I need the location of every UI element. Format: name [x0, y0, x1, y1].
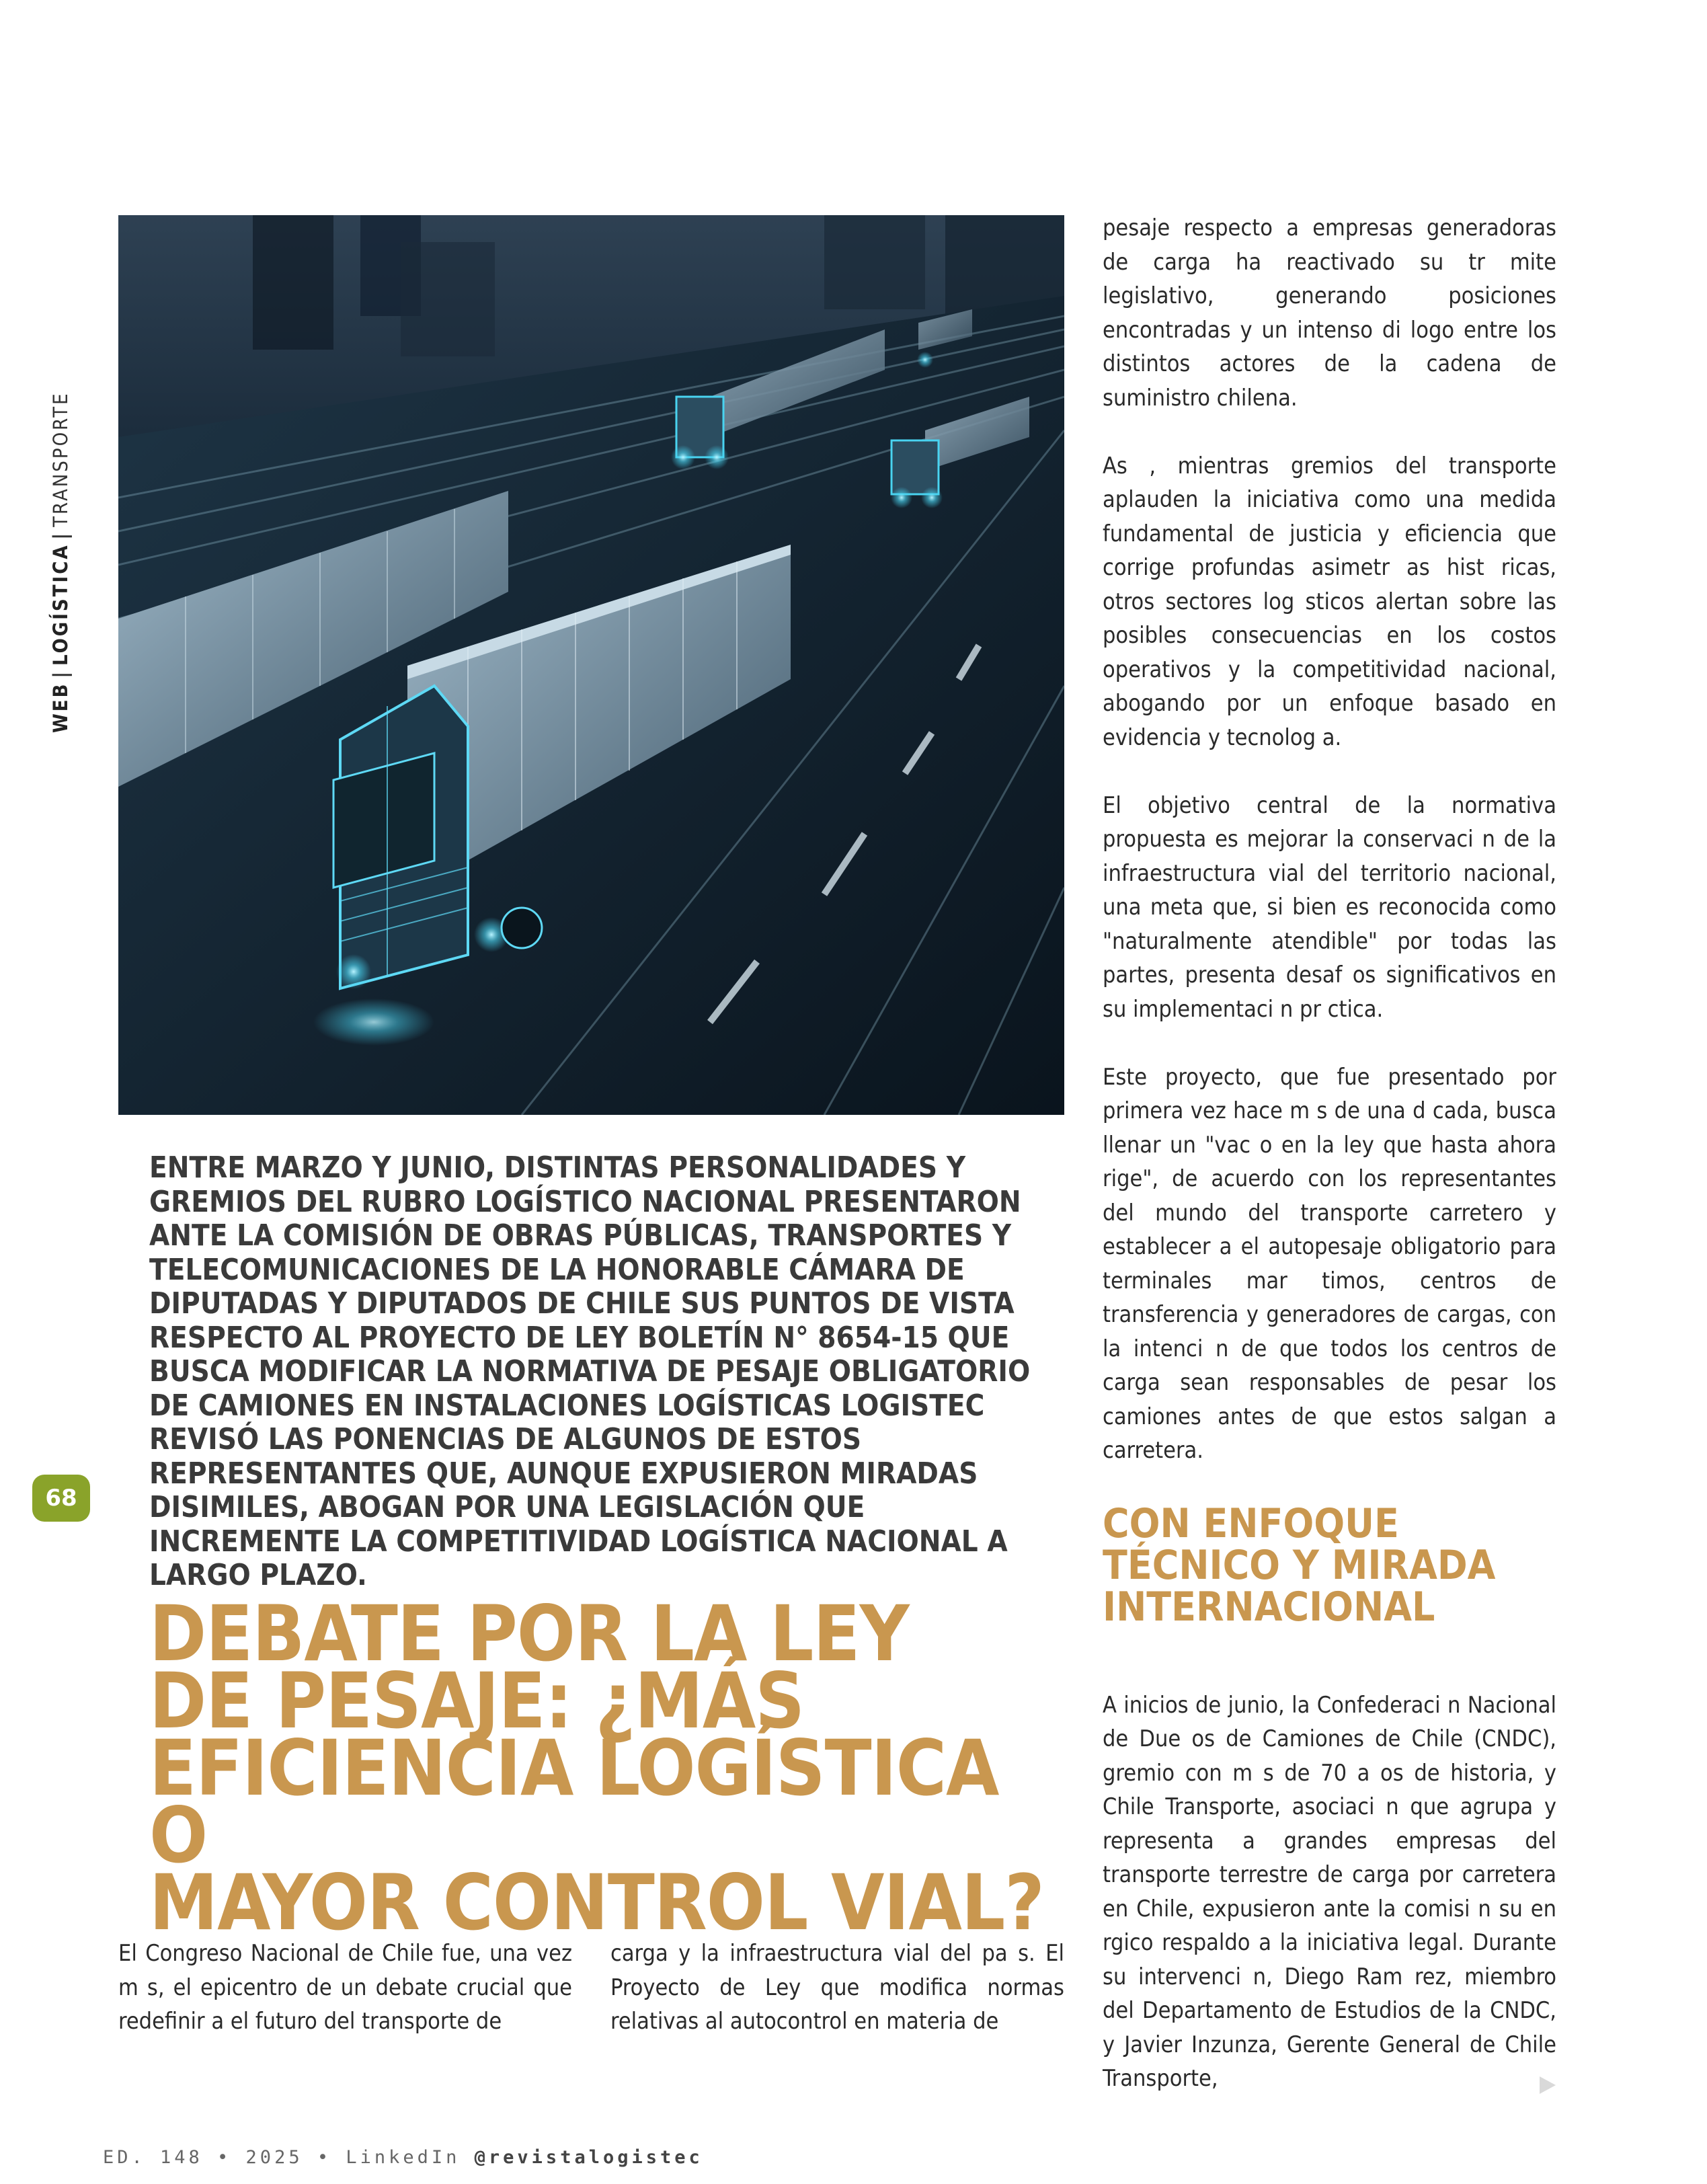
side-label-section2: TRANSPORTE [49, 391, 72, 527]
body-column-3 [1103, 211, 1556, 2096]
body-paragraph-5: A inicios de junio, la Confederaci n Nacional de Due os de Camiones de Chile (CNDC), gremio con m s de 70 a os de historia, y Chile Transporte, asociaci n que agrupa y representa a grandes empresas del transporte terrestre de carga por carretera en Chile, expusieron ante la comisi n su en rgico respaldo a la iniciativa legal. Durante su intervenci n, Diego Ram rez, miembro del Departamento de Estudios de la CNDC, y Javier Inzunza, Gerente General de Chile Transporte, [1103, 1691, 1556, 2092]
side-label-section1: LOGÍSTICA [49, 543, 72, 666]
subhead-line-3: INTERNACIONAL [1103, 1583, 1435, 1631]
section-subheading [1103, 1499, 1556, 1631]
footer-linkedin-handle[interactable]: @revistalogistec [474, 2147, 703, 2168]
page-footer [103, 2147, 703, 2168]
headline-line-4: MAYOR CONTROL VIAL? [149, 1858, 1044, 1947]
body-paragraph-4: Este proyecto, que fue presentado por primera vez hace m s de una d cada, busca llenar un "vac o en la ley que hasta ahora rige", de acuerdo con los representantes del mundo del transporte carretero y establecer a el autopesaje obligatorio para terminales mar timos, centros de transferencia y generadores de cargas, con la intenci n de que todos los centros de carga sean responsables de pesar los camiones antes de que estos salgan a carretera. [1103, 1063, 1556, 1464]
subhead-line-1: CON ENFOQUE [1103, 1499, 1399, 1547]
side-label-web: WEB [49, 682, 72, 733]
page-number-badge: 68 [32, 1475, 90, 1522]
lead-paragraph: ENTRE MARZO Y JUNIO, DISTINTAS PERSONALIDADES Y GREMIOS DEL RUBRO LOGÍSTICO NACIONAL PRESENTARON ANTE LA COMISIÓN DE OBRAS PÚBLICAS, TRANSPORTES Y TELECOMUNICACIONES DE LA HONORABLE CÁMARA DE DIPUTADAS Y DIPUTADOS DE CHILE SUS PUNTOS DE VISTA RESPECTO AL PROYECTO DE LEY BOLETÍN N° 8654-15 QUE BUSCA MODIFICAR LA NORMATIVA DE PESAJE OBLIGATORIO DE CAMIONES EN INSTALACIONES LOGÍSTICAS LOGISTEC REVISÓ LAS PONENCIAS DE ALGUNOS DE ESTOS REPRESENTANTES QUE, AUNQUE EXPUSIERON MIRADAS DISIMILES, ABOGAN POR UNA LEGISLACIÓN QUE INCREMENTE LA COMPETITIVIDAD LOGÍSTICA NACIONAL A LARGO PLAZO. [149, 1151, 1031, 1592]
headline-line-1: DEBATE POR LA LEY [149, 1589, 909, 1678]
body-paragraph-1: pesaje respecto a empresas generadoras de carga ha reactivado su tr mite legislativo, generando posiciones encontradas y un intenso di logo entre los distintos actores de la cadena de suministro chilena. [1103, 214, 1556, 412]
article-headline [149, 1589, 1077, 1947]
trucks-highway-illustration [118, 215, 1064, 1115]
headline-line-3: EFICIENCIA LOGÍSTICA O [149, 1723, 999, 1880]
body-paragraph-2: As , mientras gremios del transporte aplauden la iniciativa como una medida fundamental de justicia y eficiencia que corrige profundas asimetr as hist ricas, otros sectores log sticos alertan sobre las posibles consecuencias en los costos operativos y la competitividad nacional, abogando por un enfoque basado en evidencia y tecnolog a. [1103, 452, 1556, 751]
subhead-line-2: TÉCNICO Y MIRADA [1103, 1541, 1496, 1589]
next-page-arrow-icon[interactable] [1540, 2076, 1556, 2094]
body-column-2 [610, 1937, 1064, 2039]
body-column-1 [118, 1937, 572, 2039]
hero-image-trucks [118, 215, 1064, 1115]
body-paragraph: El Congreso Nacional de Chile fue, una vez m s, el epicentro de un debate crucial que redefinir a el futuro del transporte de [118, 1940, 572, 2035]
section-side-label: WEB | LOGÍSTICA | TRANSPORTE [49, 391, 72, 733]
headline-line-2: DE PESAJE: ¿MÁS [149, 1656, 805, 1746]
body-paragraph-3: El objetivo central de la normativa propuesta es mejorar la conservaci n de la infraestructura vial del territorio nacional, una meta que, si bien es reconocida como "naturalmente atendible" por todas las partes, presenta desaf os significativos en su implementaci n pr ctica. [1103, 791, 1556, 1023]
footer-edition: ED. 148 • 2025 • LinkedIn [103, 2147, 461, 2168]
body-paragraph: carga y la infraestructura vial del pa s. El Proyecto de Ley que modifica normas relativas al autocontrol en materia de [610, 1940, 1064, 2035]
